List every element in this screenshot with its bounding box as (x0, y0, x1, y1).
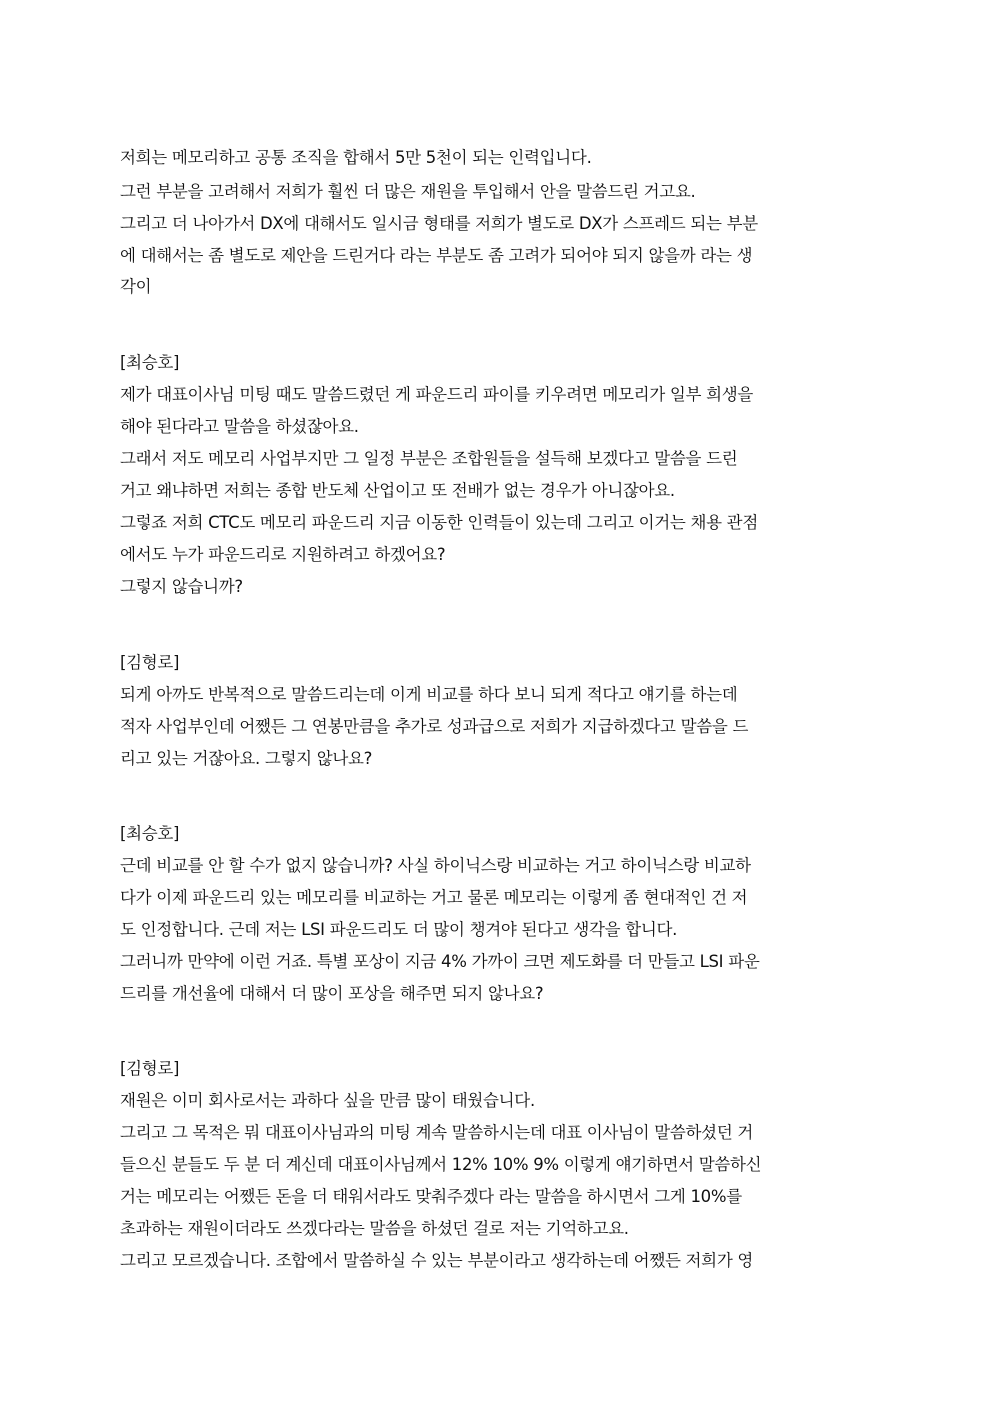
text-line: 그렇지 않습니까? (120, 577, 243, 596)
text-line: 그러니까 만약에 이런 거죠. 특별 포상이 지금 4% 가까이 크면 제도화를 더 만들고 LSI 파운 (120, 952, 760, 971)
text-line: 되게 아까도 반복적으로 말씀드리는데 이게 비교를 하다 보니 되게 적다고 얘기를 하는데 (120, 685, 738, 704)
text-line: 드리를 개선율에 대해서 더 많이 포상을 해주면 되지 않나요? (120, 984, 544, 1003)
text-line: 해야 된다라고 말씀을 하셨잖아요. (120, 417, 359, 436)
text-line: 들으신 분들도 두 분 더 계신데 대표이사님께서 12% 10% 9% 이렇게 얘기하면서 말씀하신 (120, 1155, 762, 1174)
speaker-label: [김형로] (120, 1059, 180, 1078)
text-line: 그리고 더 나아가서 DX에 대해서도 일시금 형태를 저희가 별도로 DX가 스프레드 되는 부분 (120, 214, 758, 233)
speaker-label: [최승호] (120, 353, 180, 372)
text-line: 근데 비교를 안 할 수가 없지 않습니까? 사실 하이닉스랑 비교하는 거고 하이닉스랑 비교하 (120, 856, 751, 875)
text-line: 그렇죠 저희 CTC도 메모리 파운드리 지금 이동한 인력들이 있는데 그리고 이거는 채용 관점 (120, 513, 758, 532)
text-line: 그리고 모르겠습니다. 조합에서 말씀하실 수 있는 부분이라고 생각하는데 어쨌든 저희가 영 (120, 1251, 754, 1270)
text-line: 제가 대표이사님 미팅 때도 말씀드렸던 게 파운드리 파이를 키우려면 메모리가 일부 희생을 (120, 385, 754, 404)
text-line: 그런 부분을 고려해서 저희가 훨씬 더 많은 재원을 투입해서 안을 말씀드린 거고요. (120, 182, 696, 201)
text-line: 초과하는 재원이더라도 쓰겠다라는 말씀을 하셨던 걸로 저는 기억하고요. (120, 1219, 629, 1238)
text-line: 거는 메모리는 어쨌든 돈을 더 태워서라도 맞춰주겠다 라는 말씀을 하시면서 그게 10%를 (120, 1187, 742, 1206)
text-line: 에 대해서는 좀 별도로 제안을 드린거다 라는 부분도 좀 고려가 되어야 되지 않을까 라는 생 (120, 246, 753, 265)
text-line: 다가 이제 파운드리 있는 메모리를 비교하는 거고 물론 메모리는 이렇게 좀 현대적인 건 저 (120, 888, 748, 907)
speaker-label: [최승호] (120, 824, 180, 843)
text-line: 도 인정합니다. 근데 저는 LSI 파운드리도 더 많이 챙겨야 된다고 생각을 합니다. (120, 920, 678, 939)
text-line: 재원은 이미 회사로서는 과하다 싶을 만큼 많이 태웠습니다. (120, 1091, 535, 1110)
text-line: 리고 있는 거잖아요. 그렇지 않나요? (120, 749, 373, 768)
speaker-label: [김형로] (120, 653, 180, 672)
text-line: 각이 (120, 277, 152, 296)
text-line: 저희는 메모리하고 공통 조직을 합해서 5만 5천이 되는 인력입니다. (120, 148, 592, 167)
text-line: 그리고 그 목적은 뭐 대표이사님과의 미팅 계속 말씀하시는데 대표 이사님이 말씀하셨던 거 (120, 1123, 754, 1142)
text-line: 거고 왜냐하면 저희는 종합 반도체 산업이고 또 전배가 없는 경우가 아니잖아요. (120, 481, 675, 500)
text-line: 그래서 저도 메모리 사업부지만 그 일정 부분은 조합원들을 설득해 보겠다고 말씀을 드린 (120, 449, 738, 468)
text-line: 에서도 누가 파운드리로 지원하려고 하겠어요? (120, 545, 446, 564)
text-line: 적자 사업부인데 어쨌든 그 연봉만큼을 추가로 성과급으로 저희가 지급하겠다고 말씀을 드 (120, 717, 749, 736)
